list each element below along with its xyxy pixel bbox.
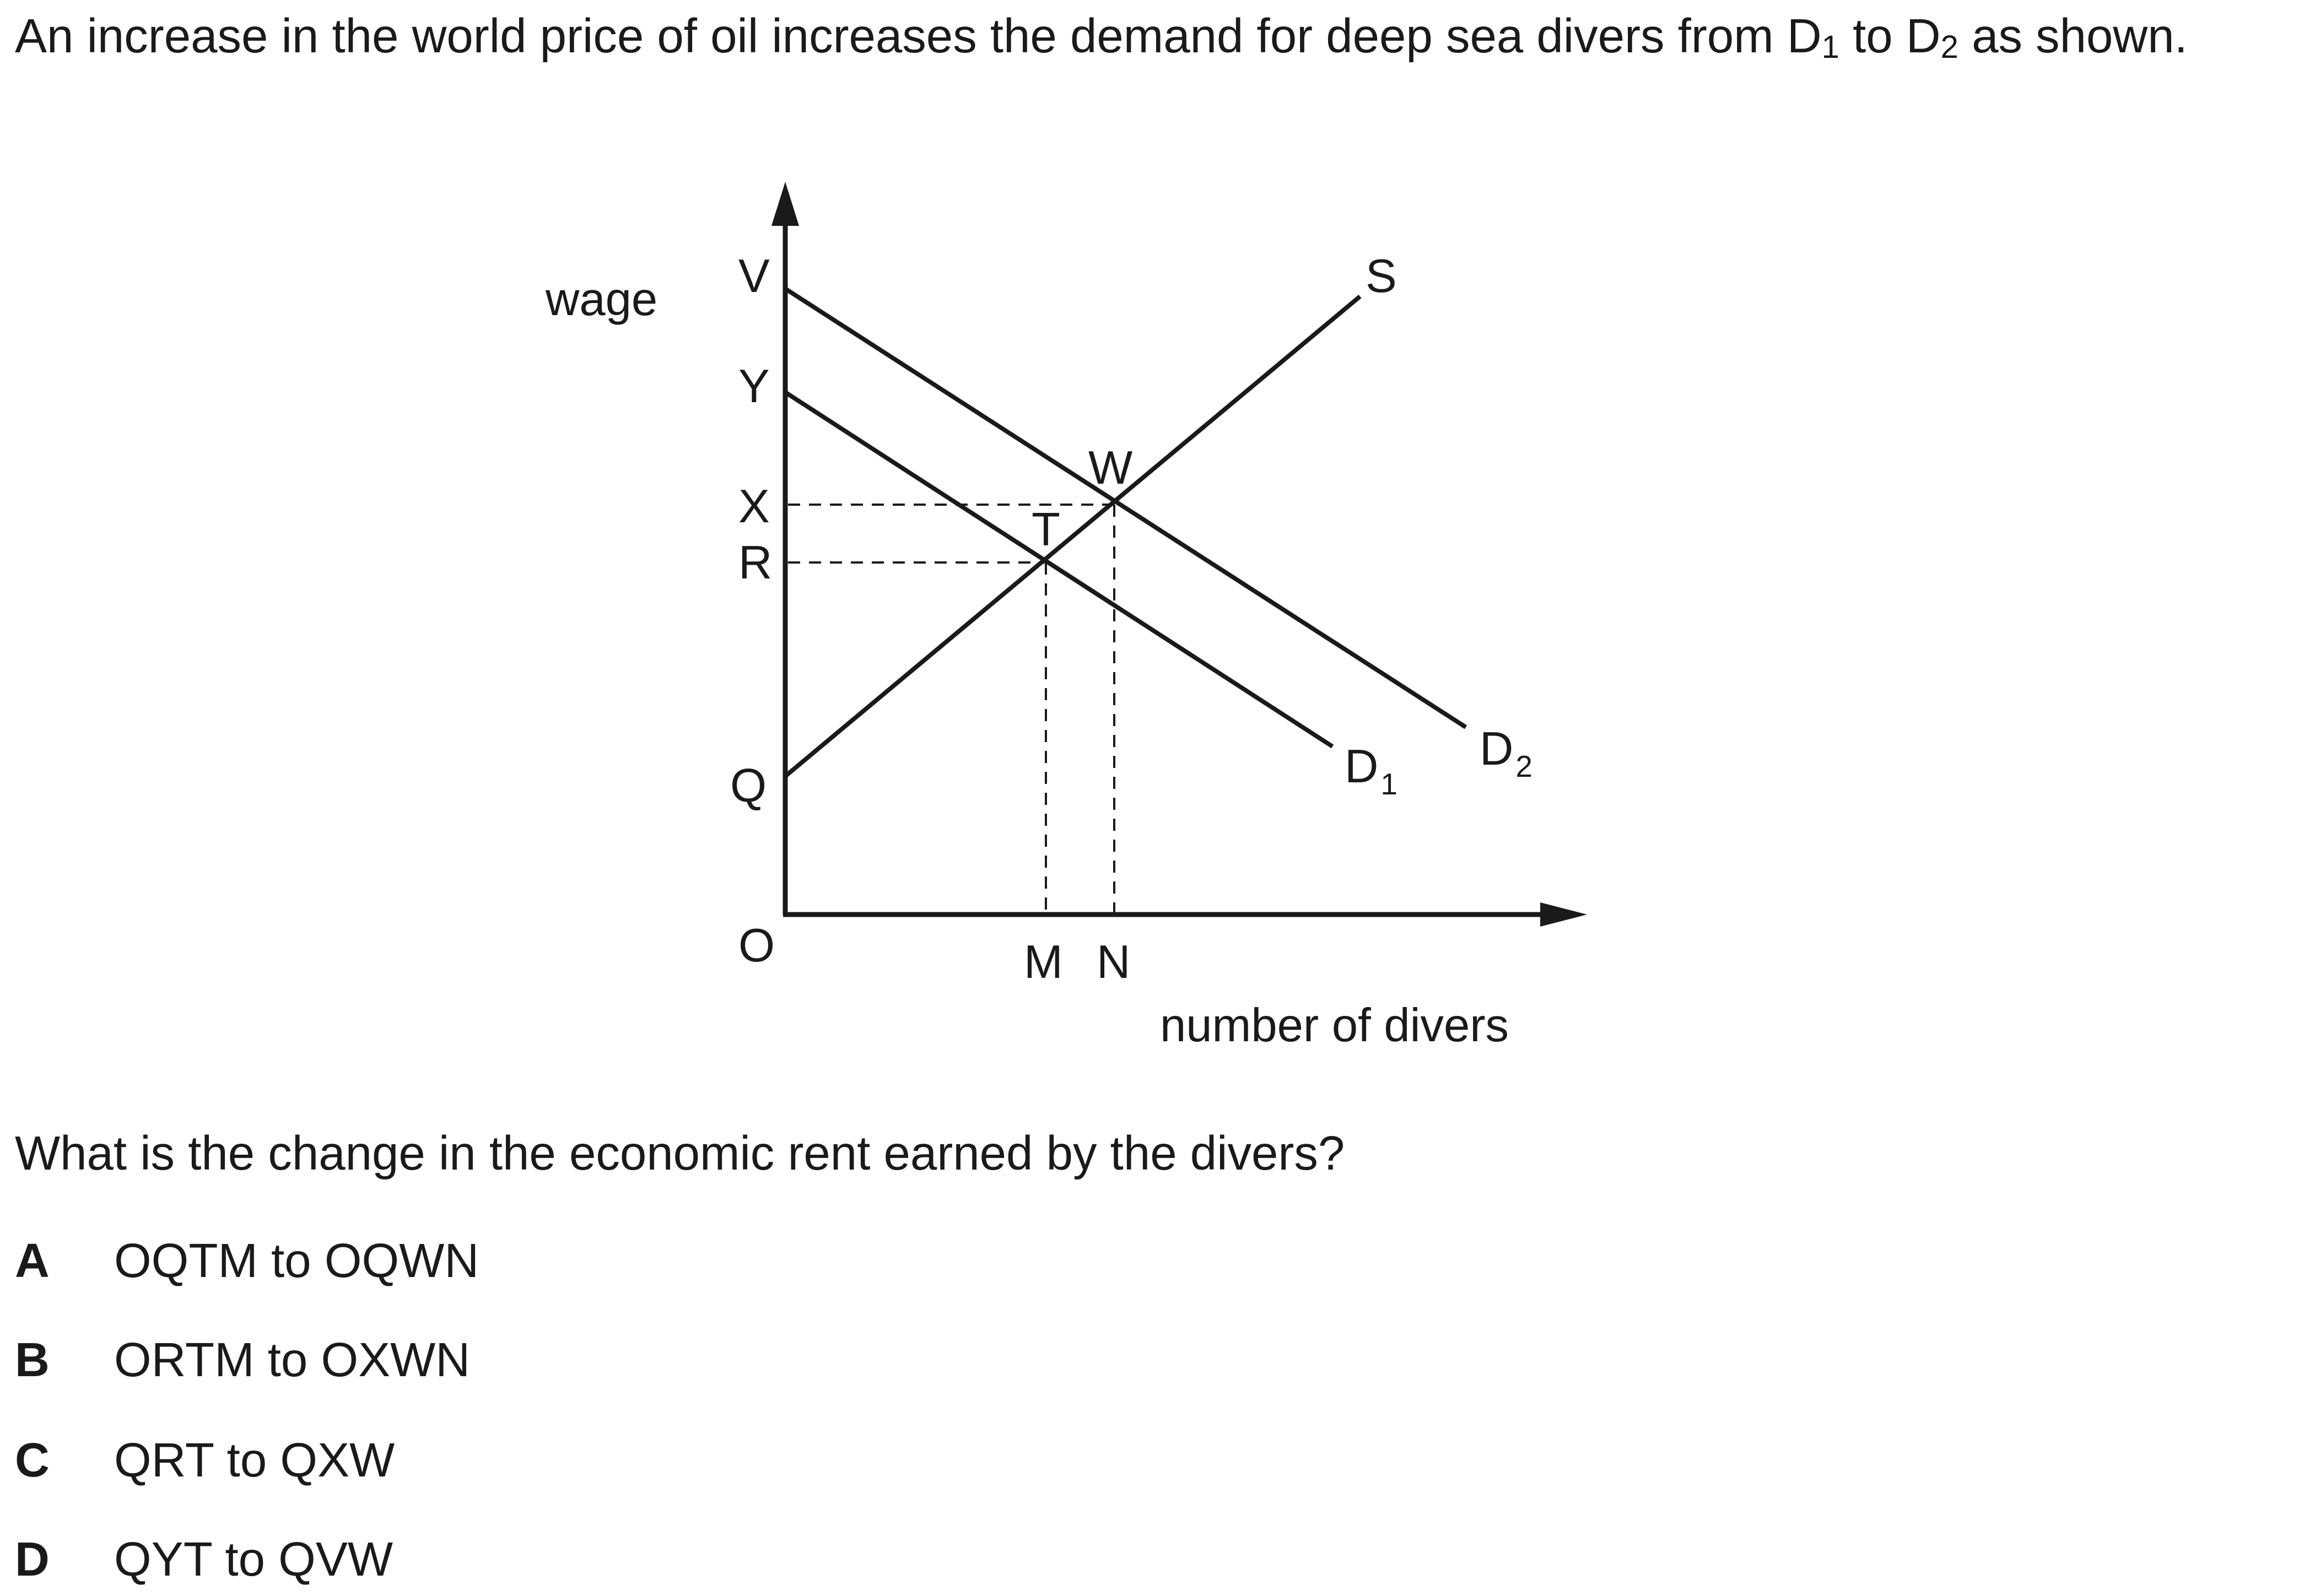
label-n: N xyxy=(1097,936,1131,988)
label-r: R xyxy=(738,537,773,589)
label-y: Y xyxy=(738,360,770,413)
option-c-letter: C xyxy=(15,1433,50,1487)
label-origin: O xyxy=(738,919,775,972)
label-w: W xyxy=(1088,442,1133,494)
label-v: V xyxy=(738,250,770,302)
label-t: T xyxy=(1032,504,1060,556)
supply-curve xyxy=(785,296,1360,776)
option-b[interactable] xyxy=(15,1330,470,1390)
intro-sub-1: 1 xyxy=(1821,29,1839,65)
option-b-letter: B xyxy=(15,1333,50,1387)
label-d1-main: D xyxy=(1345,740,1379,793)
intro-text-3: as shown. xyxy=(1958,9,2188,63)
intro-text-1: An increase in the world price of oil increases the demand for deep sea divers from D xyxy=(15,9,1822,63)
label-m: M xyxy=(1024,936,1063,988)
y-axis-label: wage xyxy=(546,273,658,326)
option-a[interactable] xyxy=(15,1231,479,1291)
option-a-text: OQTM to OQWN xyxy=(114,1234,479,1287)
label-d1-sub: 1 xyxy=(1380,767,1397,801)
y-axis-arrow xyxy=(771,182,799,226)
label-d2-main: D xyxy=(1480,723,1514,775)
x-axis-arrow xyxy=(1540,902,1587,927)
label-q: Q xyxy=(730,760,767,812)
label-d1 xyxy=(1345,740,1397,801)
option-c-text: QRT to QXW xyxy=(114,1433,395,1487)
intro-text-2: to D xyxy=(1839,9,1941,63)
option-a-letter: A xyxy=(15,1234,50,1287)
option-d-letter: D xyxy=(15,1533,50,1586)
label-d2 xyxy=(1480,723,1532,783)
option-d-text: QYT to QVW xyxy=(114,1533,393,1586)
demand-curve-d1 xyxy=(785,392,1332,746)
label-s: S xyxy=(1366,250,1397,302)
label-x: X xyxy=(738,480,770,533)
x-axis-label: number of divers xyxy=(1160,999,1509,1052)
label-d2-sub: 2 xyxy=(1515,749,1532,783)
question-prompt: What is the change in the economic rent earned by the divers? xyxy=(15,1127,1345,1180)
option-d[interactable] xyxy=(15,1530,393,1589)
intro-sub-2: 2 xyxy=(1940,29,1958,65)
option-c[interactable] xyxy=(15,1431,395,1490)
demand-curve-d2 xyxy=(785,289,1466,727)
option-b-text: ORTM to OXWN xyxy=(114,1333,471,1387)
